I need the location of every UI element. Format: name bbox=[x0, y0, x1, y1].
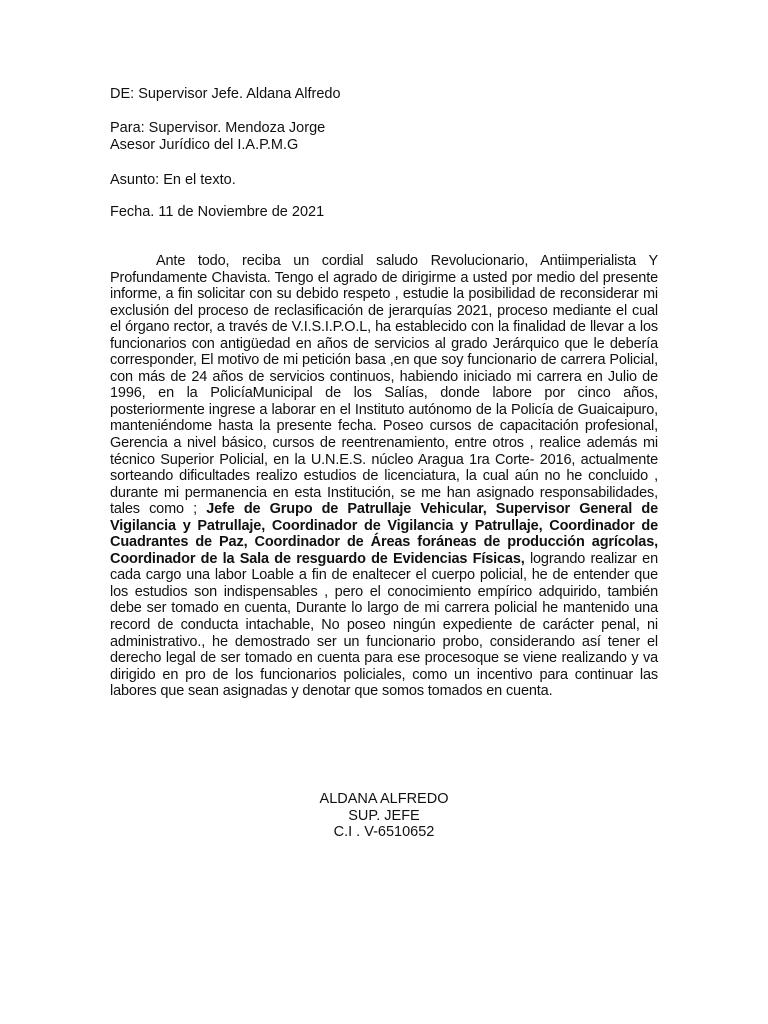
subject-block bbox=[110, 172, 670, 189]
body-text-bold-roles: Jefe de Grupo de Patrullaje Vehicular, Supervisor General de Vigilancia y Patrullaje, Coordinador de Vigilancia y Patrullaje, Coordinador de Cuadrantes de Paz, Coordinador de Áreas foráneas de producción agrícolas, Coordinador de la Sala de resguardo de Evidencias Físicas, bbox=[110, 501, 659, 567]
body-text-part-2: logrando realizar en cada cargo una labor Loable a fin de enaltecer el cuerpo policial, he de entender que los estudios son indispensables , pero el conocimiento empírico adquirido, también debe ser tomado en cuenta, Durante lo largo de mi carrera policial he mantenido una record de conducta intachable, No poseo ningún expediente de carácter penal, ni administrativo., he demostrado ser un funcionario probo, considerando así tener el derecho legal de ser tomado en cuenta para ese procesoque se viene realizando y va dirigido en pro de los funcionarios policiales, como un incentivo para continuar las labores que sean asignadas y denotar que somos tomados en cuenta. bbox=[110, 550, 658, 700]
recipient-block bbox=[110, 120, 670, 153]
from-line: DE: Supervisor Jefe. Aldana Alfredo bbox=[110, 86, 341, 102]
signature-rank: SUP. JEFE bbox=[348, 807, 420, 824]
signature-block bbox=[284, 791, 484, 841]
signature-name: ALDANA ALFREDO bbox=[319, 791, 449, 807]
subject-line: Asunto: En el texto. bbox=[110, 172, 236, 188]
recipient-title-line: Asesor Jurídico del I.A.P.M.G bbox=[110, 136, 299, 153]
date-block bbox=[110, 204, 670, 221]
letter-body bbox=[110, 253, 658, 700]
recipient-line: Para: Supervisor. Mendoza Jorge bbox=[110, 120, 326, 136]
signature-id: C.I . V-6510652 bbox=[333, 824, 435, 840]
body-text-part-1: Ante todo, reciba un cordial saludo Revolucionario, Antiimperialista Y Profundamente Chavista. Tengo el agrado de dirigirme a usted por medio del presente informe, a fin solicitar con su debido respeto , estudie la posibilidad de reconsiderar mi exclusión del proceso de reclasificación de jerarquías 2021, proceso mediante el cual el órgano rector, a través de V.I.S.I.P.O.L, ha establecido con la finalidad de llevar a los funcionarios con antigüedad en años de servicios al grado Jerárquico que le debería corresponder, El motivo de mi petición basa ,en que soy funcionario de carrera Policial, con más de 24 años de servicios continuos, habiendo iniciado mi carrera en Julio de 1996, en la PolicíaMunicipal de los Salías, donde labore por cinco años, posteriormente ingrese a laborar en el Instituto autónomo de la Policía de Guaicaipuro, manteniéndome hasta la presente fecha. Poseo cursos de capacitación profesional, Gerencia a nivel básico, cursos de reentrenamiento, entre otros , realice además mi técnico Superior Policial, en la U.N.E.S. núcleo Aragua 1ra Corte- 2016, actualmente sorteando dificultades realizo estudios de licenciatura, la cual aún no he concluido , durante mi permanencia en esta Institución, se me han asignado responsabilidades, tales como ; bbox=[110, 253, 658, 518]
from-block bbox=[110, 86, 670, 103]
date-line: Fecha. 11 de Noviembre de 2021 bbox=[110, 204, 325, 220]
